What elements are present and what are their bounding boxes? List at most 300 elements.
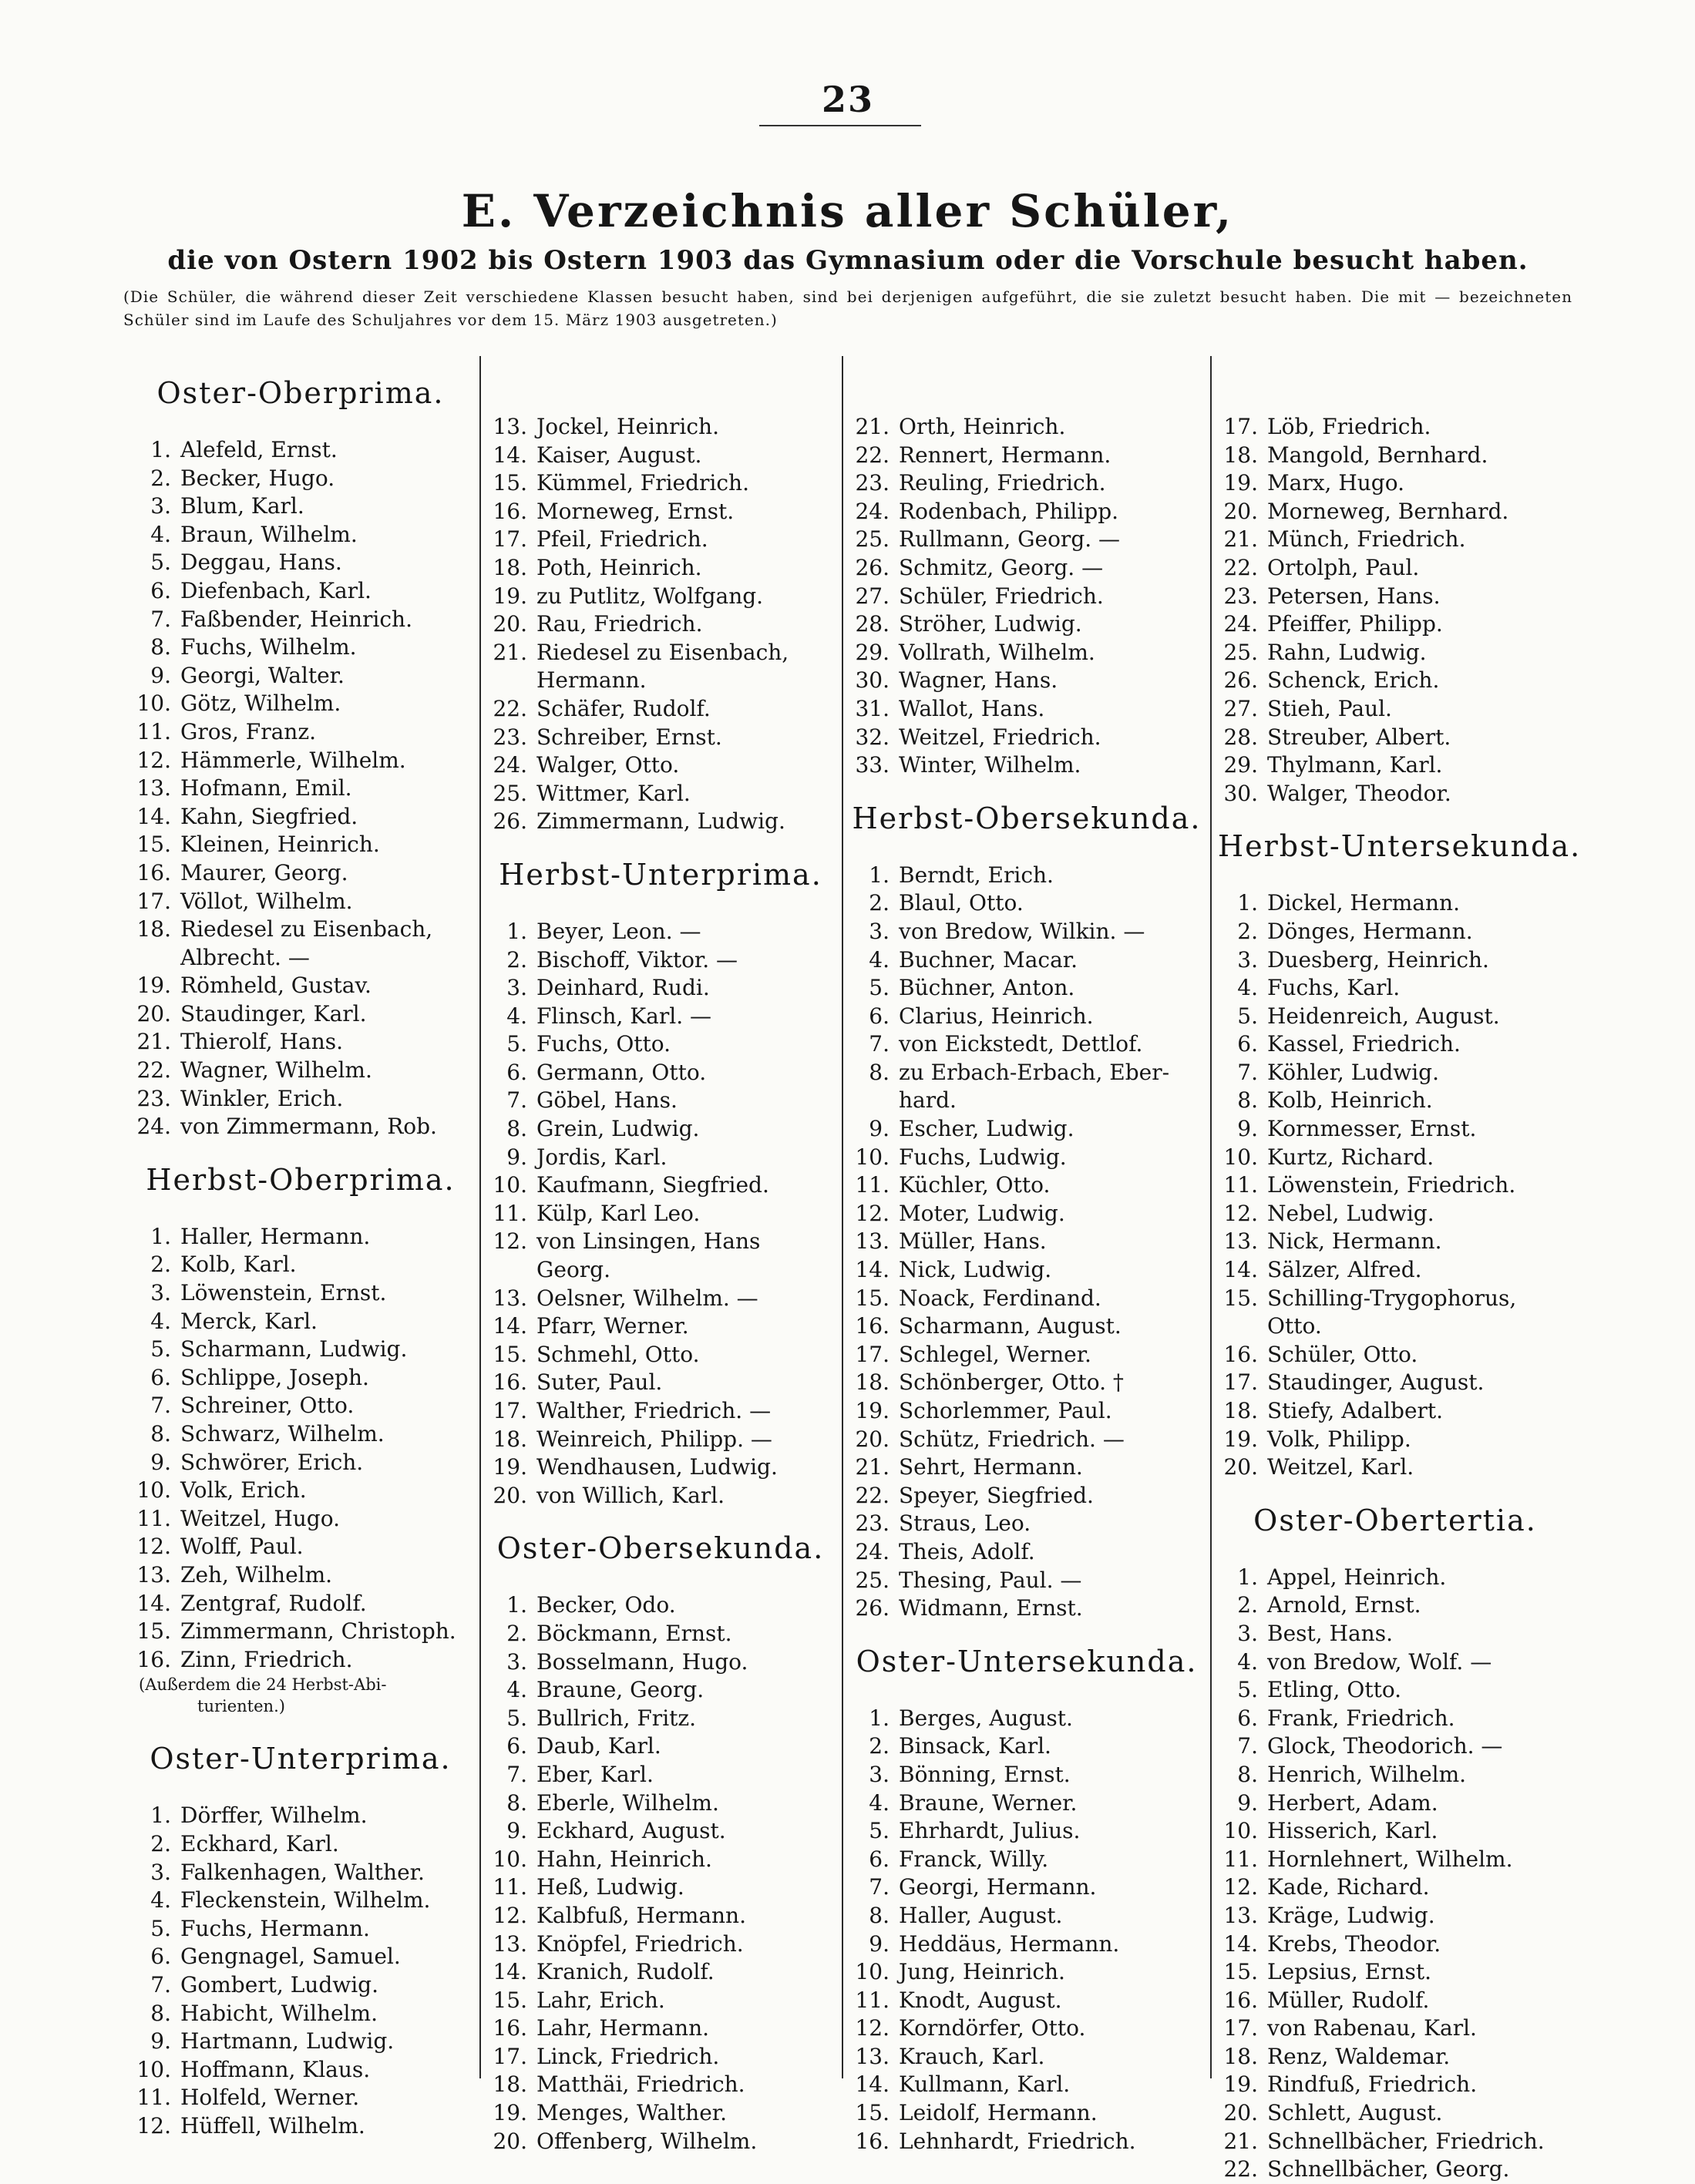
student-entry	[849, 946, 1204, 975]
student-name: Küchler, Otto.	[899, 1172, 1051, 1198]
student-name: Löwenstein, Friedrich.	[1267, 1172, 1516, 1198]
student-entry	[849, 1510, 1204, 1538]
student-name: Schwarz, Wilhelm.	[180, 1421, 385, 1446]
student-entry	[487, 442, 834, 470]
student-name: Müller, Rudolf.	[1267, 1987, 1430, 2013]
student-entry	[849, 918, 1204, 946]
student-entry	[131, 1590, 470, 1618]
student-entry	[849, 1538, 1204, 1567]
student-name: Staudinger, August.	[1267, 1369, 1485, 1396]
student-name: Germann, Otto.	[536, 1059, 707, 1085]
student-entry	[131, 1028, 470, 1057]
entry-number: 28.	[1223, 724, 1258, 750]
student-name: Fuchs, Wilhelm.	[180, 634, 357, 660]
student-name: Becker, Hugo.	[180, 465, 335, 491]
entry-number: 16.	[136, 1646, 171, 1672]
student-name: Pfarr, Werner.	[536, 1313, 689, 1339]
entry-number: 6.	[1237, 1705, 1258, 1731]
student-name: Leidolf, Hermann.	[899, 2100, 1098, 2126]
entry-number: 6.	[150, 1364, 171, 1390]
student-name: Eber, Karl.	[536, 1761, 654, 1787]
student-name: von Zimmermann, Rob.	[180, 1114, 437, 1140]
student-name: Duesberg, Heinrich.	[1267, 946, 1489, 973]
entry-number: 22.	[1223, 2156, 1258, 2182]
student-name: Orth, Heinrich.	[899, 414, 1066, 439]
entry-number: 9.	[150, 1449, 171, 1475]
student-name: Faßbender, Heinrich.	[180, 606, 412, 632]
student-entry	[1218, 1817, 1572, 1846]
student-name: Becker, Odo.	[536, 1592, 676, 1618]
student-name: Menges, Walther.	[536, 2100, 727, 2126]
entry-number: 9.	[150, 2028, 171, 2055]
student-entry	[131, 1057, 470, 1085]
entry-number: 5.	[150, 549, 171, 576]
student-entry	[1218, 1564, 1572, 1592]
student-name: Löb, Friedrich.	[1267, 414, 1431, 439]
student-entry	[849, 1171, 1204, 1200]
student-name: Berndt, Erich.	[899, 862, 1054, 888]
heading-spacer	[1218, 354, 1572, 413]
entry-number: 12.	[493, 1902, 527, 1928]
student-name: Sälzer, Alfred.	[1267, 1257, 1422, 1283]
student-entry	[1218, 751, 1572, 780]
student-entry	[131, 606, 470, 634]
student-entry	[487, 724, 834, 752]
student-entry	[1218, 667, 1572, 695]
student-entry	[487, 2071, 834, 2099]
student-entry	[487, 1817, 834, 1846]
class-heading: Oster-Unterprima.	[150, 1742, 452, 1776]
column-3	[849, 354, 1204, 2155]
student-name: Wallot, Hans.	[899, 695, 1045, 721]
student-name: Daub, Karl.	[536, 1733, 661, 1759]
entry-number: 21.	[855, 414, 890, 439]
entry-number: 27.	[855, 583, 890, 609]
student-name: Noack, Ferdinand.	[899, 1285, 1101, 1311]
student-entry	[1218, 1115, 1572, 1144]
student-name: Theis, Adolf.	[899, 1538, 1035, 1564]
student-name: Zinn, Friedrich.	[180, 1646, 353, 1672]
student-entry	[131, 1336, 470, 1364]
entry-number: 29.	[1223, 752, 1258, 778]
class-heading: Herbst-Oberprima.	[146, 1162, 456, 1197]
entry-number: 11.	[855, 1987, 890, 2013]
entry-number: 13.	[136, 775, 171, 801]
student-entry	[131, 465, 470, 493]
column-4	[1218, 354, 1582, 2184]
student-name: Ortolph, Paul.	[1267, 554, 1420, 580]
student-name: Römheld, Gustav.	[180, 973, 372, 999]
student-name: Speyer, Siegfried.	[899, 1482, 1094, 1508]
student-name: Zimmermann, Ludwig.	[536, 808, 785, 835]
student-entry	[1218, 442, 1572, 470]
student-name: Krebs, Theodor.	[1267, 1930, 1441, 1957]
student-name: Thierolf, Hans.	[180, 1029, 344, 1055]
student-entry	[1218, 1341, 1572, 1369]
student-name: Rau, Friedrich.	[536, 611, 703, 637]
student-name: Heidenreich, August.	[1267, 1003, 1500, 1029]
student-entry	[849, 667, 1204, 695]
entry-number: 20.	[1223, 498, 1258, 524]
student-name: Schlippe, Joseph.	[180, 1364, 369, 1390]
student-name: Hartmann, Ludwig.	[180, 2028, 395, 2055]
student-name: Fuchs, Otto.	[536, 1031, 671, 1057]
student-name: Thesing, Paul. —	[899, 1567, 1082, 1593]
entry-number: 7.	[506, 1087, 527, 1114]
entry-number: 24.	[855, 1538, 890, 1564]
student-name: Suter, Paul.	[536, 1369, 663, 1396]
entry-number: 11.	[1223, 1846, 1258, 1872]
student-name: Weinreich, Philipp. —	[536, 1426, 772, 1452]
entry-number: 16.	[1223, 1341, 1258, 1367]
student-name: Reuling, Friedrich.	[899, 470, 1106, 496]
student-entry	[1218, 1200, 1572, 1228]
student-entry	[487, 1789, 834, 1818]
student-name: Deinhard, Rudi.	[536, 975, 710, 1001]
student-entry	[131, 521, 470, 549]
entry-number: 7.	[150, 606, 171, 632]
student-entry	[131, 1505, 470, 1534]
student-entry	[131, 2028, 470, 2056]
student-name: Kullmann, Karl.	[899, 2071, 1071, 2098]
student-entry	[849, 610, 1204, 639]
student-name: Eckhard, Karl.	[180, 1830, 339, 1856]
entry-number: 14.	[855, 1257, 890, 1283]
student-entry	[487, 1341, 834, 1369]
student-name: von Linsingen, Hans	[536, 1228, 761, 1255]
class-heading: Herbst-Obersekunda.	[852, 801, 1202, 835]
student-entry	[131, 774, 470, 803]
student-entry	[849, 1003, 1204, 1031]
entry-number: 20.	[1223, 2100, 1258, 2126]
student-entry-continuation: Georg.	[536, 1257, 611, 1283]
student-name: Fuchs, Ludwig.	[899, 1144, 1067, 1170]
entry-number: 12.	[1223, 1874, 1258, 1900]
student-name: Winkler, Erich.	[180, 1085, 344, 1111]
entry-number: 24.	[855, 498, 890, 524]
student-entry	[487, 1930, 834, 1959]
student-name: Wagner, Hans.	[899, 667, 1058, 694]
student-entry	[131, 831, 470, 859]
student-name: Stieh, Paul.	[1267, 695, 1392, 721]
student-name: Clarius, Heinrich.	[899, 1003, 1094, 1029]
entry-number: 15.	[493, 470, 527, 496]
student-entry	[1218, 1676, 1572, 1705]
student-entry	[849, 498, 1204, 526]
student-name: Eberle, Wilhelm.	[536, 1789, 719, 1816]
student-entry	[131, 2000, 470, 2028]
entry-number: 26.	[855, 1595, 890, 1621]
column-divider	[1210, 356, 1212, 2078]
student-entry	[131, 690, 470, 718]
student-entry	[1218, 1958, 1572, 1987]
student-entry	[849, 1987, 1204, 2015]
entry-number: 16.	[1223, 1987, 1258, 2013]
student-name: von Eickstedt, Dettlof.	[899, 1031, 1143, 1057]
entry-number: 22.	[855, 1482, 890, 1508]
student-entry	[131, 803, 470, 832]
student-name: Kolb, Heinrich.	[1267, 1087, 1433, 1114]
student-name: Renz, Waldemar.	[1267, 2043, 1451, 2069]
student-name: Ströher, Ludwig.	[899, 611, 1082, 637]
entry-number: 3.	[869, 918, 890, 944]
student-entry	[1218, 1930, 1572, 1959]
entry-number: 21.	[1223, 526, 1258, 553]
student-entry	[1218, 1003, 1572, 1031]
student-entry	[487, 639, 834, 667]
student-name: Franck, Willy.	[899, 1846, 1049, 1872]
entry-number: 13.	[1223, 1228, 1258, 1255]
student-entry	[487, 610, 834, 639]
page-number: 23	[821, 79, 874, 120]
student-entry	[1218, 554, 1572, 583]
student-name: Weitzel, Hugo.	[180, 1505, 340, 1531]
student-entry	[849, 413, 1204, 442]
student-name: Diefenbach, Karl.	[180, 577, 372, 603]
student-entry	[131, 1646, 470, 1675]
student-entry	[131, 1477, 470, 1505]
student-entry	[1218, 2043, 1572, 2071]
student-entry	[487, 1453, 834, 1482]
student-entry	[1218, 1987, 1572, 2015]
entry-number: 1.	[1237, 890, 1258, 916]
student-entry-continuation: hard.	[899, 1087, 957, 1114]
entry-number: 24.	[493, 752, 527, 778]
student-name: Fuchs, Karl.	[1267, 975, 1401, 1001]
student-entry	[849, 1705, 1204, 1733]
student-entry	[131, 1113, 470, 1141]
student-name: Falkenhagen, Walther.	[180, 1859, 425, 1885]
student-name: Braune, Werner.	[899, 1789, 1078, 1816]
entry-number: 17.	[1223, 2015, 1258, 2041]
student-name: Lehnhardt, Friedrich.	[899, 2128, 1136, 2154]
entry-number: 2.	[869, 1733, 890, 1759]
student-name: Lahr, Hermann.	[536, 2015, 710, 2041]
student-name: Winter, Wilhelm.	[899, 752, 1081, 778]
student-name: Wendhausen, Ludwig.	[536, 1454, 778, 1480]
student-entry	[131, 888, 470, 916]
student-name: Widmann, Ernst.	[899, 1595, 1083, 1621]
entry-number: 16.	[493, 2015, 527, 2041]
student-entry	[1218, 1648, 1572, 1677]
entry-number: 16.	[493, 1369, 527, 1396]
student-entry	[849, 889, 1204, 918]
entry-number: 16.	[855, 2128, 890, 2154]
student-entry	[849, 554, 1204, 583]
entry-number: 8.	[869, 1059, 890, 1085]
student-name: Hämmerle, Wilhelm.	[180, 747, 406, 773]
student-name: Gengnagel, Samuel.	[180, 1944, 401, 1970]
student-entry	[487, 974, 834, 1003]
student-entry	[131, 1830, 470, 1859]
entry-number: 21.	[493, 639, 527, 665]
entry-number: 10.	[136, 1477, 171, 1504]
student-name: Offenberg, Wilhelm.	[536, 2128, 758, 2154]
student-name: Moter, Ludwig.	[899, 1200, 1065, 1226]
student-entry	[487, 1591, 834, 1620]
entry-number: 19.	[1223, 1426, 1258, 1452]
entry-number: 4.	[506, 1677, 527, 1703]
student-name: Wagner, Wilhelm.	[180, 1057, 372, 1084]
student-entry	[487, 1761, 834, 1789]
entry-number: 24.	[1223, 611, 1258, 637]
student-name: Nebel, Ludwig.	[1267, 1200, 1434, 1226]
student-entry	[487, 1902, 834, 1930]
entry-number: 7.	[1237, 1733, 1258, 1759]
student-entry	[849, 1958, 1204, 1987]
student-entry	[487, 2014, 834, 2043]
student-name: Krauch, Karl.	[899, 2043, 1045, 2069]
student-name: Knodt, August.	[899, 1987, 1062, 2013]
entry-number: 2.	[150, 1252, 171, 1278]
entry-number: 26.	[855, 554, 890, 580]
student-entry	[849, 974, 1204, 1003]
student-entry	[131, 1533, 470, 1561]
student-name: Dickel, Hermann.	[1267, 890, 1460, 916]
entry-number: 2.	[506, 1620, 527, 1646]
student-entry	[849, 2014, 1204, 2043]
student-name: Riedesel zu Eisenbach,	[180, 916, 433, 942]
heading-spacer	[849, 354, 1204, 413]
student-name: Zeh, Wilhelm.	[180, 1561, 333, 1588]
entry-number: 29.	[855, 639, 890, 665]
entry-number: 9.	[1237, 1116, 1258, 1142]
entry-number: 4.	[1237, 1648, 1258, 1675]
student-name: Mangold, Bernhard.	[1267, 442, 1488, 468]
student-entry	[131, 662, 470, 690]
student-name: Schönberger, Otto. †	[899, 1369, 1124, 1396]
entry-number: 5.	[150, 1915, 171, 1941]
student-name: Riedesel zu Eisenbach,	[536, 639, 789, 665]
entry-number: 3.	[869, 1761, 890, 1787]
student-name: Heddäus, Hermann.	[899, 1930, 1120, 1957]
student-name: Haller, August.	[899, 1902, 1063, 1928]
student-name: Völlot, Wilhelm.	[180, 888, 353, 914]
entry-number: 28.	[855, 611, 890, 637]
entry-number: 21.	[855, 1454, 890, 1480]
entry-number: 6.	[150, 577, 171, 603]
student-entry	[849, 1397, 1204, 1426]
student-entry	[131, 436, 470, 465]
entry-number: 1.	[869, 862, 890, 888]
section-note: turienten.)	[197, 1697, 285, 1716]
student-entry	[131, 747, 470, 775]
student-entry	[1218, 583, 1572, 611]
entry-number: 13.	[855, 1228, 890, 1255]
entry-number: 1.	[506, 1592, 527, 1618]
heading-spacer	[487, 354, 834, 413]
entry-number: 20.	[493, 611, 527, 637]
student-entry	[849, 695, 1204, 724]
student-name: Weitzel, Karl.	[1267, 1454, 1414, 1480]
student-name: von Bredow, Wolf. —	[1267, 1648, 1492, 1675]
student-name: Rahn, Ludwig.	[1267, 639, 1427, 665]
entry-number: 15.	[136, 1618, 171, 1645]
student-name: zu Putlitz, Wolfgang.	[536, 583, 764, 609]
student-entry	[131, 1859, 470, 1887]
student-name: Sehrt, Hermann.	[899, 1454, 1083, 1480]
student-name: Heß, Ludwig.	[536, 1874, 684, 1900]
entry-number: 9.	[869, 1930, 890, 1957]
entry-number: 1.	[869, 1705, 890, 1731]
entry-number: 12.	[855, 1200, 890, 1226]
entry-number: 3.	[506, 1648, 527, 1675]
entry-number: 6.	[150, 1944, 171, 1970]
entry-number: 12.	[855, 2015, 890, 2041]
student-entry	[487, 1958, 834, 1987]
student-name: Escher, Ludwig.	[899, 1116, 1075, 1142]
student-entry	[1218, 1059, 1572, 1087]
student-entry	[131, 1392, 470, 1420]
class-heading: Oster-Oberprima.	[156, 376, 445, 410]
column-divider	[842, 356, 843, 2078]
student-entry	[1218, 413, 1572, 442]
entry-number: 4.	[869, 1789, 890, 1816]
student-entry	[487, 1846, 834, 1874]
student-name: Merck, Karl.	[180, 1308, 318, 1334]
student-name: Schenck, Erich.	[1267, 667, 1440, 694]
student-entry	[849, 1426, 1204, 1454]
entry-number: 14.	[1223, 1930, 1258, 1957]
student-name: Kaufmann, Siegfried.	[536, 1172, 769, 1198]
explanatory-note: (Die Schüler, die während dieser Zeit verschiedene Klassen besucht haben, sind bei derjenigen aufgeführt, die sie zuletzt besucht haben. Die mit — bezeichneten Schüler sind im Laufe des Schuljahres vor dem 15. März 1903 ausgetreten.)	[123, 287, 1572, 329]
student-entry	[849, 1030, 1204, 1059]
student-entry	[849, 1059, 1204, 1087]
entry-number: 1.	[506, 918, 527, 944]
entry-number: 3.	[150, 1280, 171, 1306]
student-name: Petersen, Hans.	[1267, 583, 1441, 609]
student-name: Dönges, Hermann.	[1267, 918, 1473, 944]
student-entry	[487, 1676, 834, 1705]
student-entry	[1218, 1256, 1572, 1285]
entry-number: 19.	[493, 583, 527, 609]
student-name: Blum, Karl.	[180, 493, 304, 519]
entry-number: 1.	[150, 437, 171, 462]
student-name: Jung, Heinrich.	[899, 1959, 1065, 1985]
entry-number: 33.	[855, 752, 890, 778]
entry-number: 15.	[855, 1285, 890, 1311]
student-name: Kade, Richard.	[1267, 1874, 1430, 1900]
student-entry	[487, 469, 834, 498]
entry-number: 3.	[1237, 1620, 1258, 1646]
entry-number: 4.	[506, 1003, 527, 1029]
student-entry	[131, 1943, 470, 1971]
entry-number: 17.	[493, 526, 527, 553]
student-entry	[487, 1732, 834, 1761]
class-heading: Oster-Obersekunda.	[496, 1531, 825, 1566]
column-2	[487, 354, 834, 2155]
student-name: Götz, Wilhelm.	[180, 690, 341, 717]
student-entry	[1218, 1761, 1572, 1789]
entry-number: 13.	[493, 1285, 527, 1311]
student-entry	[487, 1228, 834, 1256]
student-entry	[487, 1369, 834, 1397]
student-entry	[849, 2128, 1204, 2156]
student-entry	[1218, 1228, 1572, 1256]
entry-number: 23.	[136, 1085, 171, 1111]
student-entry	[131, 1915, 470, 1944]
student-entry	[131, 1420, 470, 1449]
student-entry	[131, 1971, 470, 2000]
entry-number: 7.	[150, 1971, 171, 1998]
entry-number: 6.	[869, 1003, 890, 1029]
entry-number: 1.	[150, 1223, 171, 1249]
entry-number: 12.	[136, 2112, 171, 2139]
student-entry	[487, 946, 834, 975]
student-entry	[1218, 1873, 1572, 1902]
student-entry	[1218, 2128, 1572, 2156]
entry-number: 2.	[1237, 1592, 1258, 1618]
